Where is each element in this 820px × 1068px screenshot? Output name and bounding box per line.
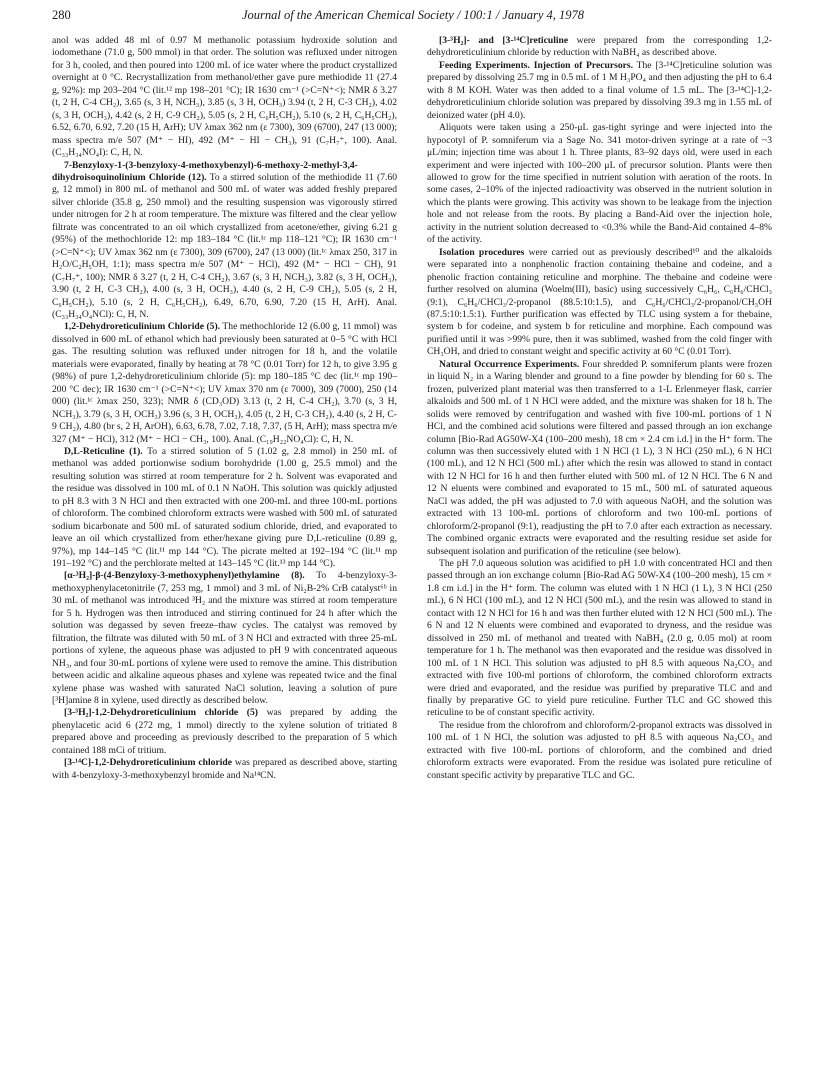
paragraph-heading: 7-Benzyloxy-1-(3-benzyloxy-4-methoxybenzyl)-6-methoxy-2-methyl-3,4-dihydroisoquinolinium Chloride (12). (52, 159, 358, 183)
paragraph-body: The [3-¹⁴C]reticuline solution was prepared by dissolving 25.7 mg in 0.5 mL of 1 M H₃PO₄ and then adjusting the pH to 6.4 with 8 M KOH. Water was then added to a final volume of 1.5 mL. The [3-¹⁴C]-1,2-dehydroreticulinium chloride solution was prepared by dissolving 39.3 mg in 1.55 mL of deionized water (pH 4.0). (427, 59, 772, 121)
right-column-paragraph (427, 60, 772, 122)
right-column-paragraph (427, 35, 772, 60)
right-column-paragraph (427, 359, 772, 558)
paragraph-heading: Feeding Experiments. Injection of Precursors. (439, 59, 634, 71)
left-column-paragraph (52, 570, 397, 707)
left-column-paragraph (52, 757, 397, 782)
left-column (52, 35, 397, 782)
right-column (427, 35, 772, 782)
paragraph-heading: 1,2-Dehydroreticulinium Chloride (5). (64, 321, 221, 333)
page-header (52, 8, 774, 28)
page-number: 280 (52, 8, 71, 22)
left-column-paragraph (52, 446, 397, 571)
right-column-paragraph (427, 247, 772, 359)
paragraph-heading: D,L-Reticuline (1). (64, 445, 143, 457)
paragraph-body: Aliquots were taken using a 250-μL gas-tight syringe and were injected into the hypocotyl of P. somniferum via a Sage No. 341 motor-driven syringe at a rate of ~3 μL/min; injection time was about 1 h. Three plants, 83–92 days old, were used in each experiment and were injected with 100–200 μL of precursor solution. Plants were then allowed to grow for the time specified in nutrient solution with aeration of the roots. In some cases, 2–10% of the injected radioactivity was observed in the nutrient solution in which the plants were growing. This activity was shown to be leakage from the injection hole and not release from the roots. By placing a Band-Aid over the injection hole, activity in the nutrient solution decreased to <0.3% while the Band-Aid contained 4–8% of the activity. (427, 122, 772, 246)
paragraph-heading: [3-³H₂]- and [3-¹⁴C]reticuline (439, 35, 569, 46)
paragraph-heading: Natural Occurrence Experiments. (439, 358, 580, 370)
right-column-paragraph (427, 558, 772, 720)
right-column-paragraph (427, 720, 772, 782)
paragraph-body: anol was added 48 ml of 0.97 M methanolic potassium hydroxide solution and iodomethane (71.0 g, 500 mmol) in that order. The solution was refluxed under nitrogen for 3 h, cooled, and then poured into 1200 mL of ice water where the product crystallized overnight at 0 °C. Recrystallization from methanol/ether gave pure methiodide 11 (27.4 g, 92%): mp 203–204 °C (lit.¹² mp 198–201 °C); IR 1630 cm⁻¹ (>C=N⁺<); NMR δ 3.27 (t, 2 H, C-4 CH₂), 3.65 (s, 3 H, NCH₃), 3.85 (s, 3 H, OCH₃) 3.94 (t, 2 H, C-3 CH₂), 4.02 (s, 3 H, OCH₃), 4.42 (s, 2 H, C-9 CH₂), 5.05 (s, 2 H, C₆H₅CH₂), 5.10 (s, 2 H, C₆H₅CH₂), 6.52, 6.70, 6.92, 7.20 (15 H, ArH); UV λmax 362 nm (ε 7300), 309 (6700), 247 (13 000); mass spectra m/e 507 (M⁺ − HI), 492 (M⁺ − HI − CH₃), 91 (C₇H₇⁺, 100). Anal. (C₃₃H₃₄NO₄I): C, H, N. (52, 35, 397, 159)
left-column-paragraph (52, 35, 397, 160)
paragraph-body: The methochloride 12 (6.00 g, 11 mmol) was dissolved in 600 mL of ethanol which had previously been saturated at 0–5 °C with HCl gas. The resulting solution was refluxed under nitrogen for 18 h, and the volatile materials were evaporated, finally by heating at 78 °C (0.01 Torr) for 12 h, to give 3.95 g (98%) of pure 1,2-dehydroreticulinium chloride (5): mp 180–185 °C dec (lit.¹ᶜ mp 190–200 °C dec); IR 1630 cm⁻¹ (>C=N⁺<); UV λmax 370 nm (ε 7000), 309 (7000), 250 (14 000) (lit.¹ᶜ λmax 250, 323); NMR δ (CD₃OD) 3.13 (t, 2 H, C-4 CH₂), 3.70 (s, 3 H, NCH₃), 3.79 (s, 3 H, OCH₃) 3.96 (s, 3 H, OCH₃), 4.05 (t, 2 H, C-3 CH₂), 4.40 (s, 2 H, C-9 CH₂), 4.80 (br s, 2 H, ArOH), 6.63, 6.78, 7.02, 7.18, 7.37, (5 H, ArH); mass spectra m/e 327 (M⁺ − HCl), 312 (M⁺ − HCl − CH₃, 100). Anal. (C₁₉H₂₂NO₄Cl): C, H, N. (52, 321, 397, 445)
paragraph-body: was prepared as described above, starting with 4-benzyloxy-3-methoxybenzyl bromide and Na¹⁴CN. (52, 757, 397, 781)
paragraph-body: The pH 7.0 aqueous solution was acidified to pH 1.0 with concentrated HCl and then passed through an ion exchange column [Bio-Rad AG 50W-X4 (100–200 mesh), 15 cm × 1.8 cm i.d.] in the H⁺ form. The column was eluted with 1 N HCl (1 L), 3 N HCl (250 mL), 6 N HCl (100 mL), and 12 N HCl (500 mL), and the resin was allowed to stand in contact with 12 N HCl for 16 h and was then further eluted with 12 N HCl (500 mL). The 6 N and 12 N eluents were combined and evaporated to dryness, and the residue was dissolved in 250 mL of methanol and treated with NaBH₄ (2.0 g, 0.05 mol) at room temperature for 1 h. The methanol was then evaporated and the residue was dissolved in 100 mL of 1 N HCl. This solution was adjusted to pH 8.5 with aqueous Na₂CO₃ and extracted with five 100-ml portions of chloroform, the combined chloroform extracts were dried and evaporated, and the residue was purified by preparative TLC and and finally by preparative GC to yield pure reticuline. Further TLC and GC showed this reticuline to be of constant specific activity. (427, 558, 772, 719)
left-column-paragraph (52, 321, 397, 446)
paragraph-body: To a stirred solution of the methiodide 11 (7.60 g, 12 mmol) in 800 mL of methanol and 500 mL of water was added freshly prepared silver chloride (35.8 g, 250 mmol) and the resulting suspension was vigorously stirred under nitrogen for 2 h at room temperature. The mixture was filtered and the clear yellow filtrate was concentrated to an oil which crystallized from acetone/ether, giving 6.21 g (95%) of the methochloride 12: mp 183–184 °C (lit.¹ᶜ mp 118–121 °C); IR 1630 cm⁻¹ (>C=N⁺<); UV λmax 362 nm (ε 7300), 309 (6700), 247 (13 000) (lit.¹ᶜ λmax 250, 317 in H₂O/C₂H₅OH, 1:1); mass spectra m/e 507 (M⁺ − HCl), 492 (M⁺ − HCl − CH), 91 (C₇H₇⁺, 100); NMR δ 3.27 (t, 2 H, C-4 CH₂), 3.67 (s, 3 H, NCH₃), 3.82 (s, 3 H, OCH₃), 3.90 (t, 2 H, C-3 CH₂), 4.00 (s, 3 H, OCH₃), 4.40 (s, 2 H, C-9 CH₂), 5.05 (s, 2 H, C₆H₅CH₂), 5.10 (s, 2 H, C₆H₅CH₂), 6.49, 6.70, 6.90, 7.20 (15 H, ArH). Anal. (C₃₃H₃₄O₄NCl): C, H, N. (52, 171, 397, 320)
paragraph-heading: Isolation procedures (439, 246, 525, 258)
paragraph-body: was prepared by adding the phenylacetic acid 6 (272 mg, 1 mmol) directly to the xylene solution of tritiated 8 prepared above and proceeding as previously described to the preparation of 5 which contained 188 mCi of tritium. (52, 707, 397, 756)
paragraph-body: Four shredded P. somniferum plants were frozen in liquid N₂ in a Waring blender and ground to a fine powder by blending for 60 s. The frozen, pulverized plant material was then transferred to a 1-L Erlenmeyer flask, carrier alkaloids and 500 mL of 1 N HCl were added, and the mixture was shaken for 18 h. The solids were removed by centrifugation and washed with five 100-mL portions of 1 N HCl, and the combined acid solutions were filtered and passed through an ion exchange column [Bio-Rad AG50W-X4 (100–200 mesh), 18 cm × 2.4 cm i.d.] in the H⁺ form. The column was then successively eluted with 1 N HCl (1 L), 3 N HCl (250 mL), 6 N HCl (100 mL), and 12 N HCl (500 mL) after which the resin was allowed to stand in contact with 12 N HCl for 16 h and then further eluted with 500 mL of 12 N HCl. The 6 N and 12 N eluents were combined and evaporated to 15 mL, 500 mL of saturated aqueous NaCl was added, the pH was adjusted to 7.0 with aqueous NaOH, and the solution was extracted with 13 100-mL portions of chloroform and two 100-mL portions of chloroform/2-propanol (9:1), readjusting the pH to 7.0 after each extraction as necessary. The combined organic extracts were evaporated and the resulting residue set aside for subsequent isolation and purification of the reticuline (see below). (427, 358, 772, 557)
paragraph-body: To a stirred solution of 5 (1.02 g, 2.8 mmol) in 250 mL of methanol was added portionwise sodium borohydride (1.00 g, 25.5 mmol) and the resulting solution was stirred at room temperature for 2 h. Solvent was evaporated and the residue was dissolved in 100 mL of 0.1 N NaOH. This solution was quickly adjusted to pH 8.3 with 3 N HCl and then extracted with one 200-mL and three 100-mL portions of chloroform. The combined chloroform extracts were washed with 500 mL of saturated sodium bicarbonate and 500 mL of saturated sodium chloride, dried, and evaporated to leave an oil which crystallized from ether/hexane giving pure D,L-reticuline (0.89 g, 97%), mp 144–145 °C (lit.¹¹ mp 144 °C). The picrate melted at 192–194 °C (lit.¹¹ mp 191–192 °C) and the perchlorate melted at 143–145 °C (lit.¹³ mp 144 °C). (52, 445, 397, 570)
paragraph-body: were prepared from the corresponding 1,2-dehydroreticulinium chloride by reduction with NaBH₄ as described above. (427, 35, 772, 59)
left-column-paragraph (52, 707, 397, 757)
right-column-paragraph (427, 122, 772, 247)
paragraph-body: were carried out as previously described¹⁰ and the alkaloids were separated into a nonphenolic fraction containing thebaine and codeine, and a phenolic fraction containing reticuline and morphine. The thebaine and codeine were further resolved on alumina (Woelm(III), basic) using successively C₆H₆, C₆H₆/CHCl₃ (9:1), C₆H₆/CHCl₃/2-propanol (88.5:10:1.5), and C₆H₆/CHCl₃/2-propanol/CH₃OH (87.5:10:1.5:1). Further purification was effected by TLC using system a for thebaine, system b for codeine, and system b for reticuline and morphine. Each compound was purified until it was >99% pure, then it was sublimed, washed from the cold finger with CH₃OH, and dried to constant weight and specific activity at 60 °C (0.01 Torr). (427, 246, 773, 358)
left-column-paragraph (52, 160, 397, 322)
journal-running-title: Journal of the American Chemical Society / 100:1 / January 4, 1978 (241, 8, 585, 22)
paragraph-heading: [3-³H₂]-1,2-Dehydroreticulinium chloride (5) (64, 707, 258, 719)
paragraph-heading: [3-¹⁴C]-1,2-Dehydroreticulinium chloride (64, 757, 232, 769)
paragraph-body: To 4-benzyloxy-3-methoxyphenylacetonitrile (7, 253 mg, 1 mmol) and 3 mL of Ni₂B-2% CrB catalyst⁶ᵇ in 30 mL of methanol was introduced ³H₂ and the mixture was stirred at room temperature for 5 h. Hydrogen was then introduced and stirring continued for 24 h after which the solution was degassed by seven freeze–thaw cycles. The catalyst was removed by filtration, the filtrate was diluted with 50 mL of 3 N HCl and extracted with three 25-mL portions of xylene, the aqueous phase was adjusted to pH 9 with concentrated aqueous NH₃, and four 30-mL portions of xylene were used to remove the amine. This distribution between acidic and alkaline aqueous phases and xylene was repeated twice and the final xylene phase was washed with saturated NaCl solution, leaving a solution of pure [³H]amine 8 in xylene, used directly as described below. (52, 570, 397, 707)
paragraph-heading: [α-³H₂]-β-(4-Benzyloxy-3-methoxyphenyl)ethylamine (8). (64, 570, 305, 582)
paragraph-body: The residue from the chlorofrom and chloroform/2-propanol extracts was dissolved in 100 mL of 1 N HCl, the solution was adjusted to pH 8.5 with aqueous Na₂CO₃ and extracted with five 100-mL portions of chloroform, and the combined and dried chloroform extracts were evaporated. From the residue was isolated pure reticuline of constant specific activity by preparative TLC and GC. (427, 719, 772, 781)
